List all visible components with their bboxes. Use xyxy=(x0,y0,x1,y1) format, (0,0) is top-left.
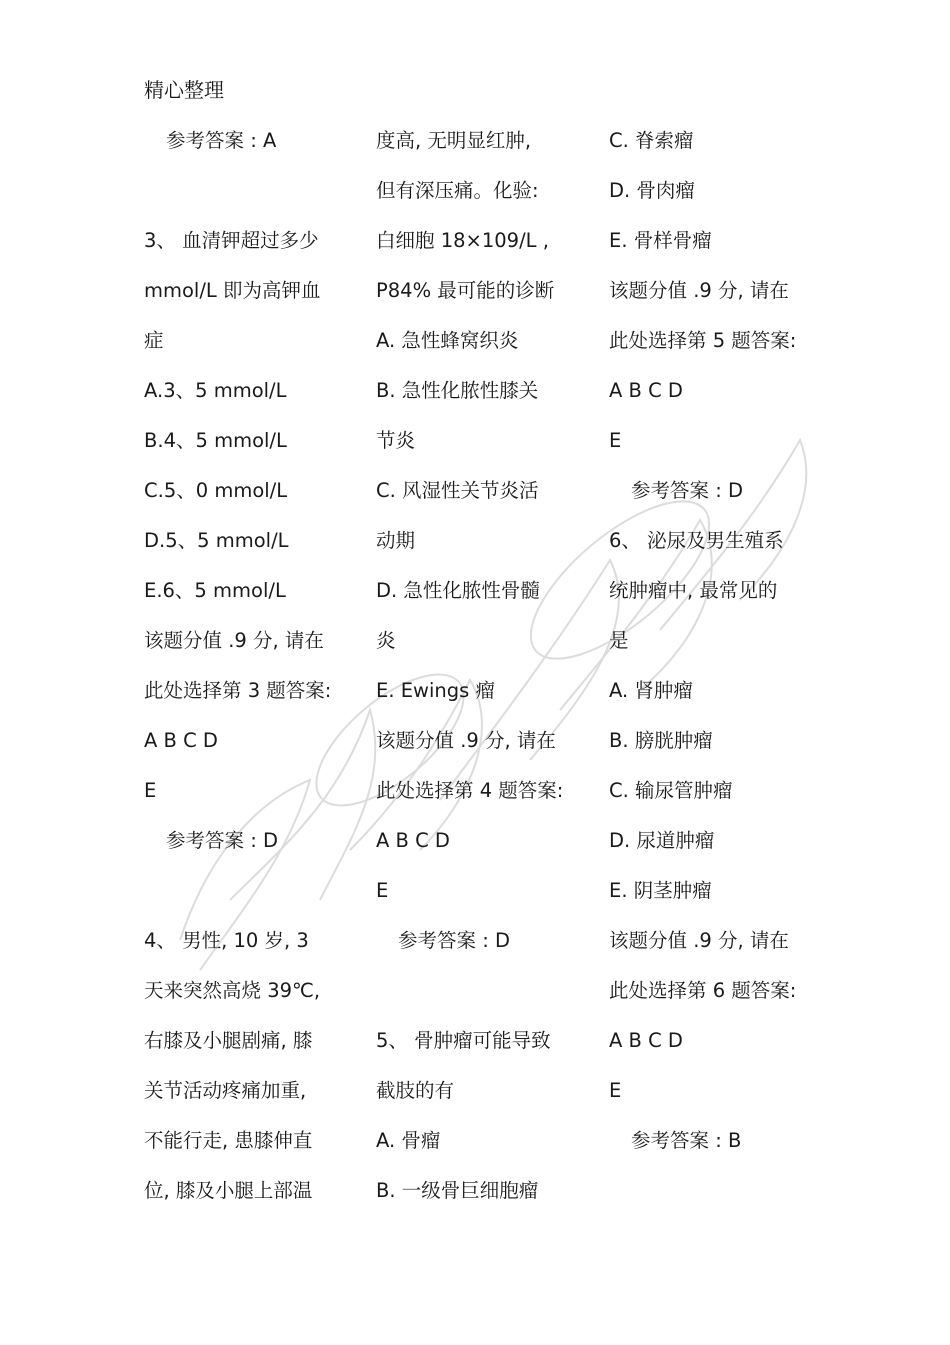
text-line: 右膝及小腿剧痛, 膝 xyxy=(144,1029,313,1052)
text-line: A B C D xyxy=(609,379,683,402)
text-line: 该题分值 .9 分, 请在 xyxy=(609,929,789,952)
text-line: A B C D xyxy=(144,729,218,752)
text-line: 炎 xyxy=(376,629,396,652)
text-line: B. 一级骨巨细胞瘤 xyxy=(376,1179,539,1202)
text-line: 不能行走, 患膝伸直 xyxy=(144,1129,313,1152)
text-line: 位, 膝及小腿上部温 xyxy=(144,1179,313,1202)
text-line: 统肿瘤中, 最常见的 xyxy=(609,579,778,602)
text-line: P84% 最可能的诊断 xyxy=(376,279,555,302)
text-line: 该题分值 .9 分, 请在 xyxy=(609,279,789,302)
text-line: C. 输尿管肿瘤 xyxy=(609,779,733,802)
text-line: E xyxy=(609,429,622,452)
text-line: D.5、5 mmol/L xyxy=(144,529,289,552)
text-line: C.5、0 mmol/L xyxy=(144,479,288,502)
text-line: 4、 男性, 10 岁, 3 xyxy=(144,929,309,952)
text-line xyxy=(144,870,369,920)
text-line: A B C D xyxy=(609,1029,683,1052)
text-line: 截肢的有 xyxy=(376,1079,455,1102)
text-line: 参考答案 : B xyxy=(631,1129,742,1152)
text-line: B. 急性化脓性膝关 xyxy=(376,379,539,402)
text-line: 该题分值 .9 分, 请在 xyxy=(144,629,324,652)
text-line: E. 骨样骨瘤 xyxy=(609,229,712,252)
text-line: 此处选择第 5 题答案: xyxy=(609,329,797,352)
text-line: 此处选择第 3 题答案: xyxy=(144,679,332,702)
column-1 xyxy=(144,120,369,1220)
column-3 xyxy=(609,120,834,1170)
text-line: 此处选择第 6 题答案: xyxy=(609,979,797,1002)
text-line: D. 急性化脓性骨髓 xyxy=(376,579,540,602)
text-line: 天来突然高烧 39℃, xyxy=(144,979,321,1002)
text-line: mmol/L 即为高钾血 xyxy=(144,279,321,302)
text-line: 参考答案 : D xyxy=(398,929,510,952)
text-line xyxy=(376,970,601,1020)
text-line: 参考答案 : A xyxy=(166,129,277,152)
text-line: A. 骨瘤 xyxy=(376,1129,441,1152)
text-line: C. 风湿性关节炎活 xyxy=(376,479,539,502)
text-line: 白细胞 18×109/L , xyxy=(376,229,549,252)
text-line: D. 骨肉瘤 xyxy=(609,179,695,202)
text-line: 但有深压痛。化验: xyxy=(376,179,539,202)
text-line: B.4、5 mmol/L xyxy=(144,429,287,452)
text-line: 是 xyxy=(609,629,629,652)
text-line: E xyxy=(144,779,157,802)
text-line: 症 xyxy=(144,329,164,352)
text-line: E. Ewings 瘤 xyxy=(376,679,495,702)
text-line: B. 膀胱肿瘤 xyxy=(609,729,713,752)
text-line: 此处选择第 4 题答案: xyxy=(376,779,564,802)
text-line: C. 脊索瘤 xyxy=(609,129,694,152)
text-line: A.3、5 mmol/L xyxy=(144,379,287,402)
text-line: 参考答案 : D xyxy=(166,829,278,852)
column-2 xyxy=(376,120,601,1220)
text-line: D. 尿道肿瘤 xyxy=(609,829,715,852)
text-line: E xyxy=(376,879,389,902)
text-line: 3、 血清钾超过多少 xyxy=(144,229,319,252)
text-line: E.6、5 mmol/L xyxy=(144,579,286,602)
text-line: A. 急性蜂窝织炎 xyxy=(376,329,519,352)
text-line: E xyxy=(609,1079,622,1102)
page-header: 精心整理 xyxy=(144,78,224,102)
text-line: 节炎 xyxy=(376,429,416,452)
text-line: 参考答案 : D xyxy=(631,479,743,502)
text-line: A B C D xyxy=(376,829,450,852)
text-line: A. 肾肿瘤 xyxy=(609,679,693,702)
text-line: 度高, 无明显红肿, xyxy=(376,129,532,152)
text-line: 该题分值 .9 分, 请在 xyxy=(376,729,556,752)
text-line: 6、 泌尿及男生殖系 xyxy=(609,529,784,552)
text-line xyxy=(144,170,369,220)
text-line: 动期 xyxy=(376,529,416,552)
text-line: E. 阴茎肿瘤 xyxy=(609,879,712,902)
text-line: 关节活动疼痛加重, xyxy=(144,1079,307,1102)
text-line: 5、 骨肿瘤可能导致 xyxy=(376,1029,551,1052)
